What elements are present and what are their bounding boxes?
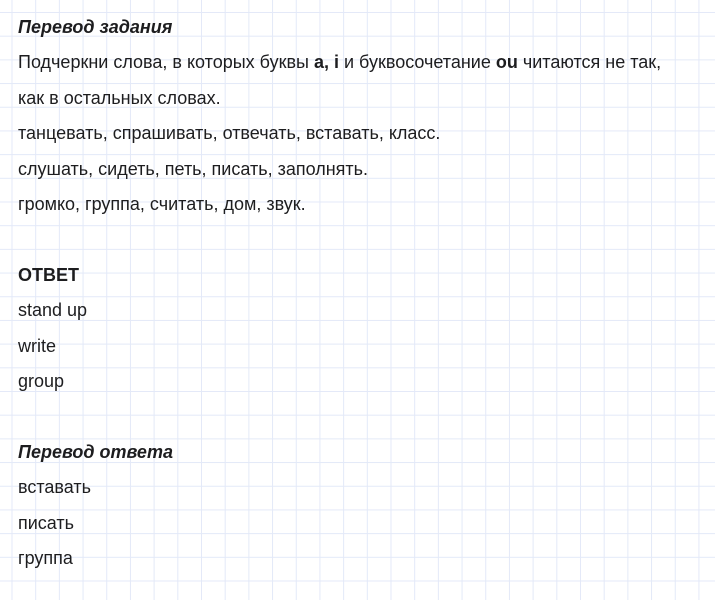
answer-heading: ОТВЕТ xyxy=(18,264,79,285)
word-row-3: громко, группа, считать, дом, звук. xyxy=(18,194,306,215)
answer-translation-heading: Перевод ответа xyxy=(18,441,173,462)
answer-translation-item-2: писать xyxy=(18,512,75,533)
task-instruction-bold-combination: ou xyxy=(495,52,518,73)
answer-item-2: write xyxy=(18,335,57,356)
task-instruction-bold-letters: a, i xyxy=(313,52,339,73)
answer-item-3: group xyxy=(18,371,65,392)
answer-item-1: stand up xyxy=(18,300,88,321)
task-instruction-text-1: Подчеркни слова, в которых буквы xyxy=(18,52,314,73)
task-instruction xyxy=(18,45,690,116)
answer-translation-item-1: вставать xyxy=(18,477,92,498)
word-row-1: танцевать, спрашивать, отвечать, вставать, класс. xyxy=(18,123,441,144)
task-translation-heading: Перевод задания xyxy=(18,17,173,37)
word-row-2: слушать, сидеть, петь, писать, заполнять. xyxy=(18,158,369,179)
task-instruction-text-2: и буквосочетание xyxy=(338,52,496,73)
answer-translation-item-3: группа xyxy=(18,548,73,569)
task-instruction-text-3: читаются не так, как в остальных словах. xyxy=(18,52,662,108)
